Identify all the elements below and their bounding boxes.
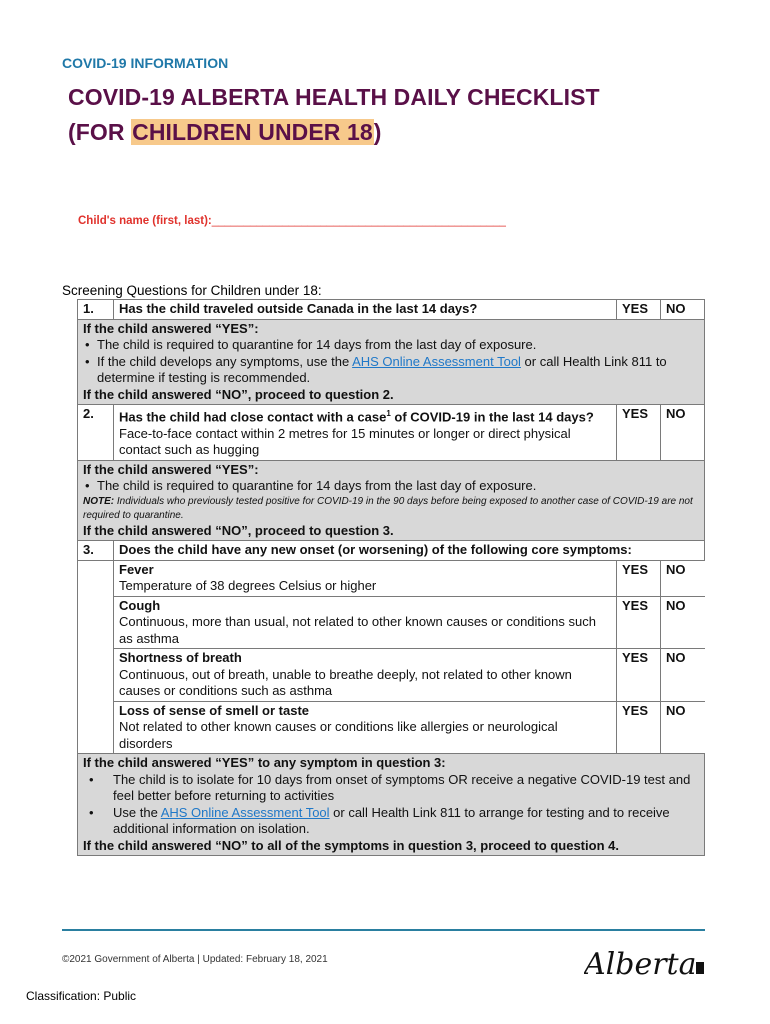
title-highlight: CHILDREN UNDER 18 (132, 119, 373, 145)
q1-bullet-1: • The child is required to quarantine for 14 days from the last day of exposure. (83, 337, 699, 354)
q2-question-cell (114, 405, 617, 461)
q1-if-yes: If the child answered “YES”: (83, 320, 259, 336)
q2-detail: Face-to-face contact within 2 metres for 15 minutes or longer or direct physical contact such as hugging (119, 425, 571, 458)
title-line-2-pre: (FOR (68, 119, 132, 145)
breath-yes[interactable]: YES (617, 649, 661, 702)
q3-if-yes: If the child answered “YES” to any symptom in question 3: (83, 755, 446, 771)
q2-if-no: If the child answered “NO”, proceed to question 3. (83, 522, 394, 538)
q1-row (78, 300, 705, 320)
q1-guidance (78, 319, 705, 405)
symptom-name: Fever (119, 561, 154, 577)
q1-no[interactable]: NO (661, 300, 705, 320)
q2-footnote-ref: 1 (386, 409, 391, 418)
symptom-table (114, 561, 705, 754)
smell-yes[interactable]: YES (617, 701, 661, 753)
smell-no[interactable]: NO (661, 701, 705, 753)
q3-guidance (78, 754, 705, 856)
q2-note-text: Individuals who previously tested positive for COVID-19 in the 90 days before being exposed to another case of COVID-19 are not required to quarantine. (83, 495, 693, 521)
q2-question-post: of COVID-19 in the last 14 days? (390, 409, 594, 425)
symptom-name: Cough (119, 597, 161, 613)
q2-guidance-row (78, 460, 705, 541)
symptom-name: Loss of sense of smell or taste (119, 702, 310, 718)
fever-yes[interactable]: YES (617, 561, 661, 597)
classification-label: Classification: Public (26, 989, 137, 1003)
symptom-row-cough (114, 596, 705, 649)
q3-bullet-2-pre: Use the (113, 804, 161, 820)
q2-row (78, 405, 705, 461)
q1-bullet-2-pre: If the child develops any symptoms, use the (97, 353, 353, 369)
footer-divider (62, 929, 705, 931)
alberta-logo-icon (584, 944, 708, 982)
footer-copyright: ©2021 Government of Alberta | Updated: February 18, 2021 (62, 954, 328, 965)
symptom-detail: Continuous, out of breath, unable to breathe deeply, not related to other known causes or conditions such as asthma (119, 666, 572, 699)
q1-yes[interactable]: YES (617, 300, 661, 320)
q1-bullet-2-post: or call Health Link 811 to determine if testing is recommended. (97, 353, 667, 385)
q1-bullet-2 (83, 354, 699, 387)
ahs-assessment-link[interactable]: AHS Online Assessment Tool (352, 353, 521, 369)
symptom-smell-taste (114, 701, 617, 753)
title-line-2-post: ) (373, 119, 382, 145)
q3-row (78, 541, 705, 561)
q2-note-label: NOTE: (83, 495, 115, 507)
page-title (68, 80, 600, 150)
q3-number: 3. (78, 541, 114, 561)
child-name-field[interactable] (78, 215, 506, 227)
q2-if-yes: If the child answered “YES”: (83, 461, 259, 477)
symptom-row-smell (114, 701, 705, 753)
symptom-detail: Continuous, more than usual, not related to other known causes or conditions such as asthma (119, 614, 596, 646)
ahs-assessment-link[interactable]: AHS Online Assessment Tool (160, 804, 330, 820)
screening-title: Screening Questions for Children under 18: (62, 283, 322, 298)
q1-if-no: If the child answered “NO”, proceed to question 2. (83, 386, 394, 402)
cough-no[interactable]: NO (661, 596, 705, 649)
title-line-2 (68, 115, 600, 150)
q1-number: 1. (78, 300, 114, 320)
fever-no[interactable]: NO (661, 561, 705, 597)
q1-question: Has the child traveled outside Canada in the last 14 days? (114, 300, 617, 320)
q3-bullet-2 (83, 805, 699, 838)
symptom-row-breath (114, 649, 705, 702)
q3-bullet-1: • The child is to isolate for 10 days from onset of symptoms OR receive a negative COVID-19 test and feel better before returning to activities (83, 772, 699, 805)
q2-question-pre: Has the child had close contact with a case (119, 409, 387, 425)
q3-symptoms-row (78, 560, 705, 754)
alberta-logo (584, 944, 708, 987)
q1-guidance-row (78, 319, 705, 405)
symptom-name: Shortness of breath (119, 650, 242, 666)
symptom-row-fever (114, 561, 705, 597)
symptom-fever (114, 561, 617, 597)
q3-question: Does the child have any new onset (or worsening) of the following core symptoms: (114, 541, 705, 561)
q2-no[interactable]: NO (661, 405, 705, 461)
q3-if-no: If the child answered “NO” to all of the symptoms in question 3, proceed to question 4. (83, 837, 619, 853)
q2-number: 2. (78, 405, 114, 461)
q3-guidance-row (78, 754, 705, 856)
child-name-line[interactable]: ______________________________________________ (211, 215, 506, 227)
checklist-table (77, 299, 705, 856)
q3-bullet-2-post: or call Health Link 811 to arrange for testing and to receive additional information on isolation. (113, 804, 670, 837)
q2-bullet-1: • The child is required to quarantine for 14 days from the last day of exposure. (83, 478, 699, 495)
title-line-1: COVID-19 ALBERTA HEALTH DAILY CHECKLIST (68, 84, 600, 110)
symptom-detail: Temperature of 38 degrees Celsius or higher (119, 578, 377, 594)
symptom-cough (114, 596, 617, 649)
q3-symptoms-cell (114, 560, 705, 754)
section-kicker: COVID-19 INFORMATION (62, 55, 229, 71)
svg-text:Alberta: Alberta (584, 947, 697, 982)
symptom-detail: Not related to other known causes or conditions like allergies or neurological disorders (119, 719, 558, 751)
breath-no[interactable]: NO (661, 649, 705, 702)
child-name-label: Child's name (first, last): (78, 215, 212, 227)
q2-question (119, 406, 611, 426)
q3-spacer (78, 560, 114, 754)
q2-guidance (78, 460, 705, 541)
symptom-shortness-of-breath (114, 649, 617, 702)
cough-yes[interactable]: YES (617, 596, 661, 649)
q2-yes[interactable]: YES (617, 405, 661, 461)
q2-note (83, 495, 699, 523)
